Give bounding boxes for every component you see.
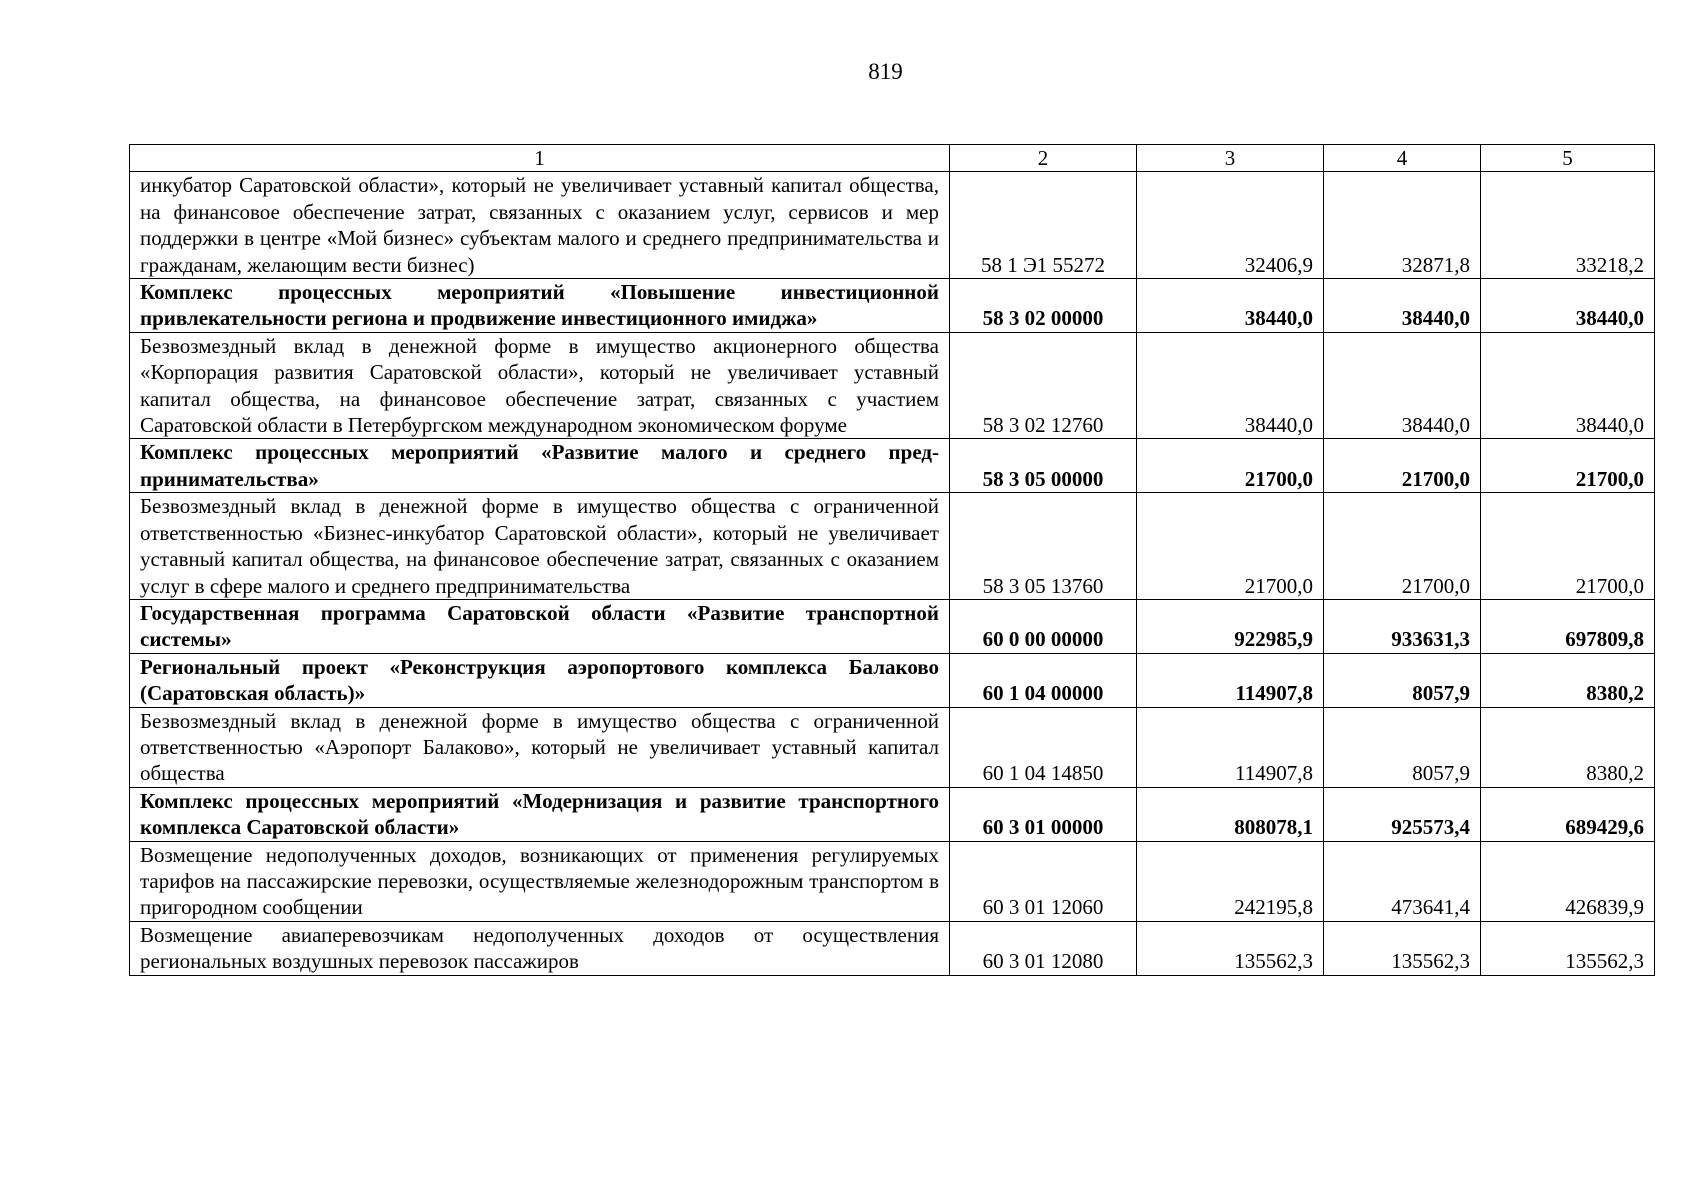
row-value-col3: 21700,0	[1137, 439, 1324, 493]
row-value-col3: 922985,9	[1137, 599, 1324, 653]
row-value-col5: 8380,2	[1481, 707, 1655, 787]
column-header-1: 1	[130, 145, 950, 172]
row-value-col4: 21700,0	[1324, 439, 1481, 493]
table-row	[130, 653, 1655, 707]
row-value-col5: 38440,0	[1481, 332, 1655, 439]
page-number: 819	[868, 59, 903, 84]
table-row	[130, 787, 1655, 841]
row-value-col4: 925573,4	[1324, 787, 1481, 841]
table-row	[130, 841, 1655, 921]
row-value-col3: 21700,0	[1137, 493, 1324, 600]
table-row	[130, 707, 1655, 787]
row-value-col5: 38440,0	[1481, 279, 1655, 333]
row-value-col4: 135562,3	[1324, 921, 1481, 975]
row-code: 60 3 01 12080	[950, 921, 1137, 975]
row-code: 58 3 05 13760	[950, 493, 1137, 600]
row-value-col4: 8057,9	[1324, 707, 1481, 787]
header-row	[130, 145, 1655, 172]
row-value-col5: 21700,0	[1481, 439, 1655, 493]
row-value-col4: 21700,0	[1324, 493, 1481, 600]
table-row	[130, 439, 1655, 493]
row-value-col5: 8380,2	[1481, 653, 1655, 707]
row-value-col3: 242195,8	[1137, 841, 1324, 921]
row-value-col5: 697809,8	[1481, 599, 1655, 653]
row-value-col3: 135562,3	[1137, 921, 1324, 975]
row-value-col5: 21700,0	[1481, 493, 1655, 600]
row-value-col3: 114907,8	[1137, 707, 1324, 787]
table-row	[130, 172, 1655, 279]
row-value-col4: 32871,8	[1324, 172, 1481, 279]
table-row	[130, 921, 1655, 975]
row-code: 58 3 02 12760	[950, 332, 1137, 439]
row-value-col3: 38440,0	[1137, 279, 1324, 333]
column-header-3: 3	[1137, 145, 1324, 172]
row-code: 60 1 04 00000	[950, 653, 1137, 707]
row-value-col3: 114907,8	[1137, 653, 1324, 707]
row-description: Возмещение авиаперевозчикам недополученных доходов от осуществления региональных воздушных перевозок пассажиров	[130, 921, 950, 975]
row-value-col5: 135562,3	[1481, 921, 1655, 975]
row-description: инкубатор Саратовской области», который не увеличивает уставный капитал общества, на финансовое обеспечение затрат, связанных с оказанием услуг, сервисов и мер поддержки в центре «Мой бизнес» субъектам малого и среднего предпринимательства и гражданам, желающим вести бизнес)	[130, 172, 950, 279]
row-description: Безвозмездный вклад в денежной форме в имущество общества с ограниченной ответственностью «Бизнес-инкубатор Саратовской области», который не увеличивает уставный капитал общества, на финансовое обеспечение затрат, связанных с оказанием услуг в сфере малого и среднего предпринимательства	[130, 493, 950, 600]
row-value-col3: 32406,9	[1137, 172, 1324, 279]
row-code: 60 1 04 14850	[950, 707, 1137, 787]
row-description: Региональный проект «Реконструкция аэропортового комплекса Балаково (Саратовская область)»	[130, 653, 950, 707]
column-header-2: 2	[950, 145, 1137, 172]
table-row	[130, 599, 1655, 653]
row-description: Возмещение недополученных доходов, возникающих от применения регулируемых тарифов на пассажирские перевозки, осуществляемые железнодорожным транспортом в пригородном сообщении	[130, 841, 950, 921]
table-row	[130, 493, 1655, 600]
row-value-col5: 33218,2	[1481, 172, 1655, 279]
row-value-col4: 8057,9	[1324, 653, 1481, 707]
row-value-col4: 38440,0	[1324, 279, 1481, 333]
row-code: 60 3 01 00000	[950, 787, 1137, 841]
table-header	[130, 145, 1655, 172]
table-row	[130, 279, 1655, 333]
row-description: Комплекс процессных мероприятий «Развитие малого и среднего предпринимательства»	[130, 439, 950, 493]
budget-table	[129, 144, 1655, 976]
table-body	[130, 172, 1655, 975]
row-value-col4: 38440,0	[1324, 332, 1481, 439]
row-description: Комплекс процессных мероприятий «Модернизация и развитие транспортного комплекса Саратовской области»	[130, 787, 950, 841]
table-row	[130, 332, 1655, 439]
row-code: 58 1 Э1 55272	[950, 172, 1137, 279]
row-description: Государственная программа Саратовской области «Развитие транспортной системы»	[130, 599, 950, 653]
row-value-col4: 473641,4	[1324, 841, 1481, 921]
row-description: Комплекс процессных мероприятий «Повышение инвестиционной привлекательности региона и продвижение инвестиционного имиджа»	[130, 279, 950, 333]
row-value-col5: 426839,9	[1481, 841, 1655, 921]
row-description: Безвозмездный вклад в денежной форме в имущество общества с ограниченной ответственностью «Аэропорт Балаково», который не увеличивает уставный капитал общества	[130, 707, 950, 787]
row-value-col5: 689429,6	[1481, 787, 1655, 841]
column-header-4: 4	[1324, 145, 1481, 172]
row-value-col3: 808078,1	[1137, 787, 1324, 841]
row-code: 60 3 01 12060	[950, 841, 1137, 921]
row-code: 58 3 02 00000	[950, 279, 1137, 333]
row-description: Безвозмездный вклад в денежной форме в имущество акционерного общества «Корпорация развития Саратовской области», который не увеличивает уставный капитал общества, на финансовое обеспечение затрат, связанных с участием Саратовской области в Петербургском международном экономическом форуме	[130, 332, 950, 439]
row-value-col3: 38440,0	[1137, 332, 1324, 439]
column-header-5: 5	[1481, 145, 1655, 172]
row-code: 58 3 05 00000	[950, 439, 1137, 493]
row-value-col4: 933631,3	[1324, 599, 1481, 653]
row-code: 60 0 00 00000	[950, 599, 1137, 653]
